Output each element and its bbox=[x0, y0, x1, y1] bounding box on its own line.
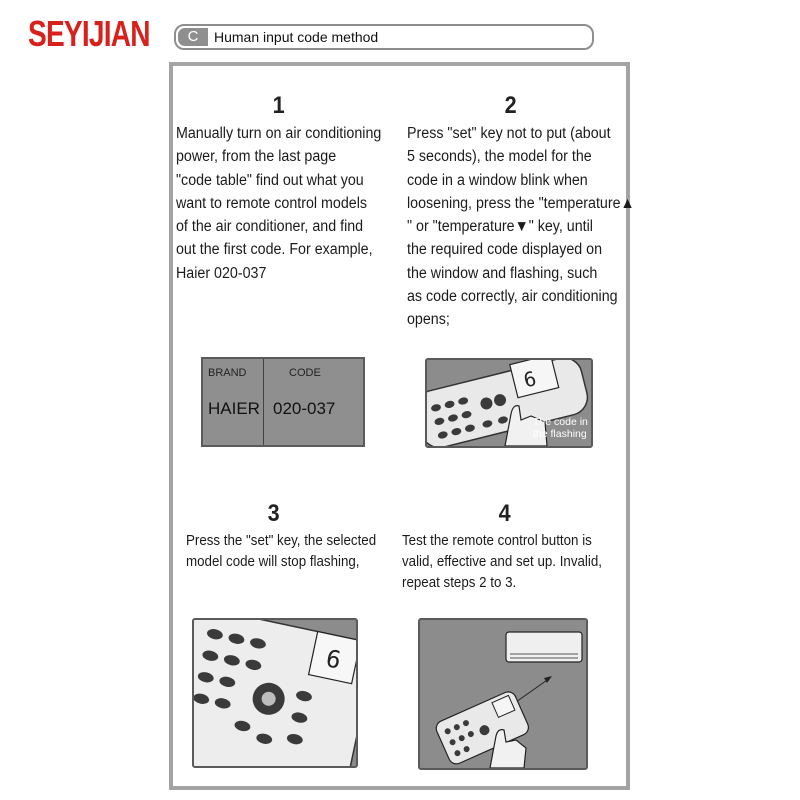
code-table-brand-header: BRAND bbox=[208, 367, 247, 379]
step-3-number: 3 bbox=[267, 500, 280, 527]
step-2-caption: The code in the flashing bbox=[533, 416, 588, 440]
svg-text:6: 6 bbox=[521, 366, 539, 393]
step-3-remote-figure bbox=[192, 618, 358, 768]
brand-logo: SEYIJIAN bbox=[28, 13, 150, 54]
step-2-remote-figure bbox=[425, 358, 593, 448]
code-table-divider bbox=[263, 359, 264, 445]
svg-text:6: 6 bbox=[323, 644, 344, 675]
code-table-brand-value: HAIER bbox=[208, 399, 260, 418]
step-2-text: Press "set" key not to put (about 5 seconds), the model for the code in a window blink when loosening, press the "temperature▲ " or "temperature▼" key, until the required code displayed on the window and flashing, such as code correctly, air conditioning opens; bbox=[407, 125, 635, 329]
step-2-number: 2 bbox=[504, 92, 517, 119]
step-1-number: 1 bbox=[272, 92, 285, 119]
section-title: Human input code method bbox=[214, 29, 379, 45]
code-table-code-value: 020-037 bbox=[273, 399, 336, 418]
step-1-text: Manually turn on air conditioning power, from the last page "code table" find out what you want to remote control models of the air conditioner, and find out the first code. For example, Haier 020-037 bbox=[176, 125, 382, 282]
section-header bbox=[174, 24, 594, 50]
step-4-number: 4 bbox=[498, 500, 511, 527]
step-4-text: Test the remote control button is valid, effective and set up. Invalid, repeat steps 2 to 3. bbox=[402, 533, 602, 591]
step-4-ac-figure bbox=[418, 618, 588, 770]
step-3-text: Press the "set" key, the selected model code will stop flashing, bbox=[186, 533, 377, 570]
remote-closeup-icon bbox=[194, 620, 356, 766]
code-table-figure bbox=[201, 357, 365, 447]
code-table-code-header: CODE bbox=[289, 367, 321, 379]
air-conditioner-icon bbox=[420, 620, 586, 768]
section-letter: C bbox=[178, 28, 208, 46]
